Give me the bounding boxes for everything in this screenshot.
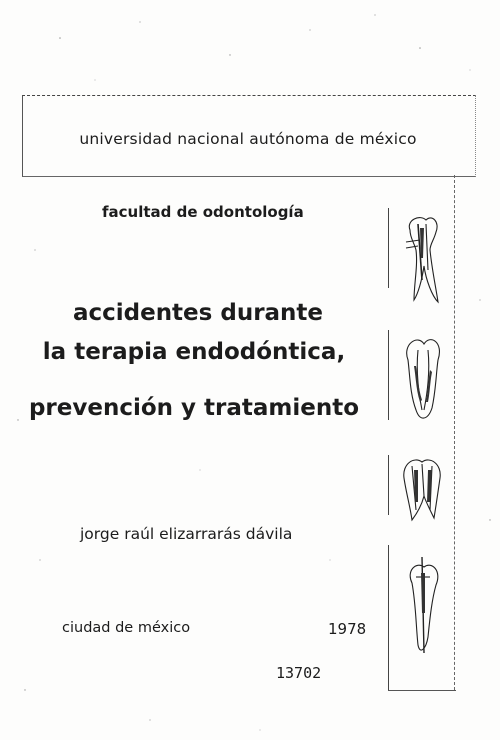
frame-right-edge [454,175,455,690]
tooth-root-canal-icon [396,330,448,430]
faculty-name: facultad de odontología [102,203,304,221]
thesis-title-line-2: la terapia endodóntica, [42,339,346,365]
thesis-title-line-3: prevención y tratamiento [28,395,360,421]
tooth-root-canal-icon [396,553,448,663]
city-name: ciudad de méxico [62,620,191,636]
publication-year: 1978 [328,620,367,638]
university-name: universidad nacional autónoma de méxico [79,130,417,148]
frame-bottom-edge [388,690,456,691]
tooth-root-canal-icon [396,452,448,532]
tooth-root-canal-icon [396,210,448,310]
frame-left-segment [388,208,389,288]
thesis-title-line-1: accidentes durante [72,300,324,326]
frame-left-segment [388,545,389,690]
frame-left-segment [388,455,389,515]
frame-left-segment [388,330,389,420]
catalog-number: 13702 [276,664,322,682]
author-name: jorge raúl elizarrarás dávila [80,525,293,543]
